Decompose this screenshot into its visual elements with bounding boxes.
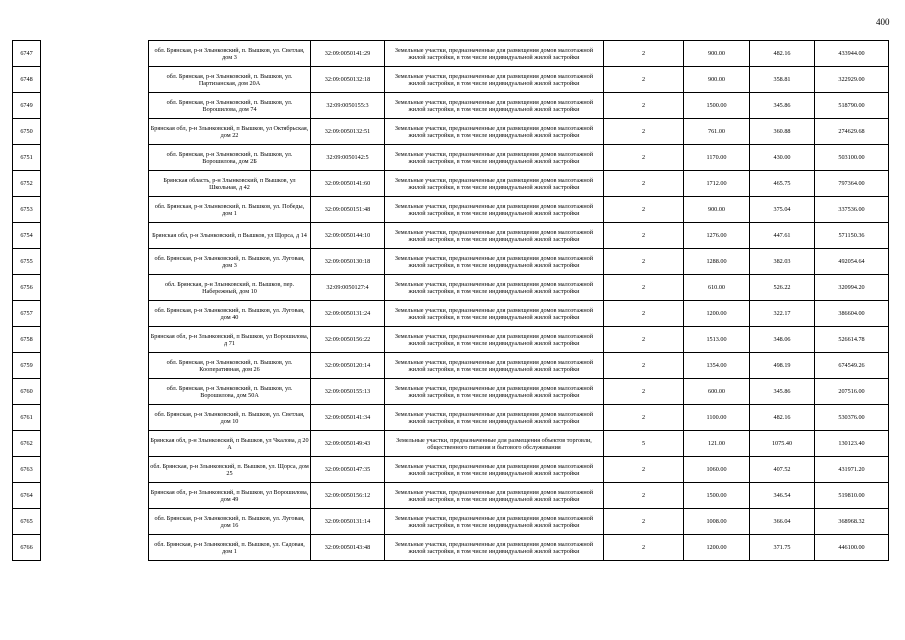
- specific-value-cell: 360.88: [750, 119, 815, 145]
- land-use-cell: Земельные участки, предназначенные для размещения домов малоэтажной жилой застройки, в том числе индивидуальной жилой застройки: [385, 171, 604, 197]
- address-cell: обл. Брянская, р-н Злынковский, п. Вышков, пер. Набережный, дом 10: [149, 275, 311, 301]
- row-number-cell: 6750: [13, 119, 41, 145]
- gap-cell: [41, 197, 149, 223]
- address-cell: обл. Брянская, р-н Злынковский, п. Вышков, ул. Партизанская, дом 20А: [149, 67, 311, 93]
- table-body: [13, 41, 889, 561]
- use-group-cell: 2: [604, 171, 684, 197]
- cadastral-value-cell: 530376.00: [815, 405, 889, 431]
- gap-cell: [41, 431, 149, 457]
- table-row: [13, 431, 889, 457]
- use-group-cell: 2: [604, 41, 684, 67]
- specific-value-cell: 322.17: [750, 301, 815, 327]
- row-number-cell: 6766: [13, 535, 41, 561]
- cadastral-value-cell: 337536.00: [815, 197, 889, 223]
- table-row: [13, 223, 889, 249]
- land-use-cell: Земельные участки, предназначенные для размещения домов малоэтажной жилой застройки, в том числе индивидуальной жилой застройки: [385, 509, 604, 535]
- address-cell: обл. Брянская, р-н Злынковский, п. Вышков, ул. Луговая, дом 3: [149, 249, 311, 275]
- use-group-cell: 2: [604, 483, 684, 509]
- land-use-cell: Земельные участки, предназначенные для размещения домов малоэтажной жилой застройки, в том числе индивидуальной жилой застройки: [385, 353, 604, 379]
- land-use-cell: Земельные участки, предназначенные для размещения домов малоэтажной жилой застройки, в том числе индивидуальной жилой застройки: [385, 119, 604, 145]
- land-use-cell: Земельные участки, предназначенные для размещения домов малоэтажной жилой застройки, в том числе индивидуальной жилой застройки: [385, 223, 604, 249]
- area-cell: 1354.00: [684, 353, 750, 379]
- row-number-cell: 6761: [13, 405, 41, 431]
- land-use-cell: Земельные участки, предназначенные для размещения домов малоэтажной жилой застройки, в том числе индивидуальной жилой застройки: [385, 93, 604, 119]
- cadastral-number-cell: 32:09:0050149:43: [311, 431, 385, 457]
- cadastral-value-cell: 368968.32: [815, 509, 889, 535]
- area-cell: 761.00: [684, 119, 750, 145]
- address-cell: обл. Брянская, р-н Злынковский, п. Вышков, ул. Ворошилова, дом 50А: [149, 379, 311, 405]
- use-group-cell: 2: [604, 197, 684, 223]
- use-group-cell: 2: [604, 327, 684, 353]
- address-cell: Брянская область, р-н Злынковский, п Вышков, ул Школьная, д 42: [149, 171, 311, 197]
- table-row: [13, 67, 889, 93]
- land-use-cell: Земельные участки, предназначенные для размещения домов малоэтажной жилой застройки, в том числе индивидуальной жилой застройки: [385, 327, 604, 353]
- land-use-cell: Земельные участки, предназначенные для размещения домов малоэтажной жилой застройки, в том числе индивидуальной жилой застройки: [385, 249, 604, 275]
- area-cell: 121.00: [684, 431, 750, 457]
- gap-cell: [41, 67, 149, 93]
- cadastral-number-cell: 32:09:0050151:48: [311, 197, 385, 223]
- specific-value-cell: 447.61: [750, 223, 815, 249]
- cadastral-value-cell: 431971.20: [815, 457, 889, 483]
- cadastral-value-cell: 571150.36: [815, 223, 889, 249]
- area-cell: 1712.00: [684, 171, 750, 197]
- use-group-cell: 2: [604, 119, 684, 145]
- gap-cell: [41, 483, 149, 509]
- use-group-cell: 5: [604, 431, 684, 457]
- cadastral-number-cell: 32:09:0050155:3: [311, 93, 385, 119]
- specific-value-cell: 371.75: [750, 535, 815, 561]
- gap-cell: [41, 93, 149, 119]
- land-registry-table: [12, 40, 889, 561]
- table-row: [13, 119, 889, 145]
- gap-cell: [41, 301, 149, 327]
- land-use-cell: Земельные участки, предназначенные для размещения домов малоэтажной жилой застройки, в том числе индивидуальной жилой застройки: [385, 197, 604, 223]
- use-group-cell: 2: [604, 405, 684, 431]
- gap-cell: [41, 535, 149, 561]
- table-row: [13, 249, 889, 275]
- land-use-cell: Земельные участки, предназначенные для размещения домов малоэтажной жилой застройки, в том числе индивидуальной жилой застройки: [385, 535, 604, 561]
- address-cell: Брянская обл, р-н Злынковский, п Вышков, ул Ворошилова, дом 49: [149, 483, 311, 509]
- row-number-cell: 6764: [13, 483, 41, 509]
- area-cell: 1060.00: [684, 457, 750, 483]
- use-group-cell: 2: [604, 535, 684, 561]
- row-number-cell: 6763: [13, 457, 41, 483]
- specific-value-cell: 346.54: [750, 483, 815, 509]
- table-row: [13, 379, 889, 405]
- table-row: [13, 327, 889, 353]
- cadastral-value-cell: 446100.00: [815, 535, 889, 561]
- area-cell: 1500.00: [684, 93, 750, 119]
- row-number-cell: 6756: [13, 275, 41, 301]
- gap-cell: [41, 223, 149, 249]
- use-group-cell: 2: [604, 275, 684, 301]
- table-row: [13, 509, 889, 535]
- gap-cell: [41, 41, 149, 67]
- land-use-cell: Земельные участки, предназначенные для размещения домов малоэтажной жилой застройки, в том числе индивидуальной жилой застройки: [385, 483, 604, 509]
- table-row: [13, 301, 889, 327]
- cadastral-value-cell: 518790.00: [815, 93, 889, 119]
- specific-value-cell: 382.03: [750, 249, 815, 275]
- land-use-cell: Земельные участки, предназначенные для размещения домов малоэтажной жилой застройки, в том числе индивидуальной жилой застройки: [385, 379, 604, 405]
- row-number-cell: 6754: [13, 223, 41, 249]
- table-row: [13, 535, 889, 561]
- address-cell: Брянская обл, р-н Злынковский, п Вышков, ул Чкалова, д 20 А: [149, 431, 311, 457]
- land-use-cell: Земельные участки, предназначенные для размещения объектов торговли, общественного питания и бытового обслуживания: [385, 431, 604, 457]
- gap-cell: [41, 457, 149, 483]
- gap-cell: [41, 171, 149, 197]
- cadastral-number-cell: 32:09:0050141:29: [311, 41, 385, 67]
- cadastral-number-cell: 32:09:0050147:35: [311, 457, 385, 483]
- row-number-cell: 6765: [13, 509, 41, 535]
- row-number-cell: 6749: [13, 93, 41, 119]
- cadastral-number-cell: 32:09:0050141:60: [311, 171, 385, 197]
- use-group-cell: 2: [604, 223, 684, 249]
- area-cell: 900.00: [684, 197, 750, 223]
- row-number-cell: 6759: [13, 353, 41, 379]
- gap-cell: [41, 353, 149, 379]
- use-group-cell: 2: [604, 93, 684, 119]
- cadastral-value-cell: 503100.00: [815, 145, 889, 171]
- table-row: [13, 275, 889, 301]
- table-row: [13, 41, 889, 67]
- land-use-cell: Земельные участки, предназначенные для размещения домов малоэтажной жилой застройки, в том числе индивидуальной жилой застройки: [385, 67, 604, 93]
- use-group-cell: 2: [604, 301, 684, 327]
- address-cell: обл. Брянская, р-н Злынковский, п. Вышков, ул. Светлая, дом 3: [149, 41, 311, 67]
- gap-cell: [41, 119, 149, 145]
- gap-cell: [41, 275, 149, 301]
- cadastral-number-cell: 32:09:0050144:10: [311, 223, 385, 249]
- area-cell: 900.00: [684, 67, 750, 93]
- cadastral-number-cell: 32:09:0050156:12: [311, 483, 385, 509]
- row-number-cell: 6752: [13, 171, 41, 197]
- area-cell: 610.00: [684, 275, 750, 301]
- specific-value-cell: 430.00: [750, 145, 815, 171]
- cadastral-number-cell: 32:09:0050131:24: [311, 301, 385, 327]
- use-group-cell: 2: [604, 249, 684, 275]
- land-use-cell: Земельные участки, предназначенные для размещения домов малоэтажной жилой застройки, в том числе индивидуальной жилой застройки: [385, 405, 604, 431]
- row-number-cell: 6762: [13, 431, 41, 457]
- area-cell: 1170.00: [684, 145, 750, 171]
- address-cell: обл. Брянская, р-н Злынковский, п. Вышков, ул. Луговая, дом 16: [149, 509, 311, 535]
- cadastral-number-cell: 32:09:0050143:48: [311, 535, 385, 561]
- cadastral-value-cell: 526614.78: [815, 327, 889, 353]
- area-cell: 1513.00: [684, 327, 750, 353]
- use-group-cell: 2: [604, 379, 684, 405]
- specific-value-cell: 465.75: [750, 171, 815, 197]
- area-cell: 1288.00: [684, 249, 750, 275]
- cadastral-number-cell: 32:09:0050155:13: [311, 379, 385, 405]
- table-row: [13, 457, 889, 483]
- specific-value-cell: 1075.40: [750, 431, 815, 457]
- cadastral-number-cell: 32:09:0050120:14: [311, 353, 385, 379]
- gap-cell: [41, 249, 149, 275]
- row-number-cell: 6758: [13, 327, 41, 353]
- area-cell: 1008.00: [684, 509, 750, 535]
- address-cell: обл. Брянская, р-н Злынковский, п. Вышков, ул. Садовая, дом 1: [149, 535, 311, 561]
- area-cell: 1200.00: [684, 535, 750, 561]
- cadastral-value-cell: 433944.00: [815, 41, 889, 67]
- table-row: [13, 171, 889, 197]
- use-group-cell: 2: [604, 353, 684, 379]
- address-cell: обл. Брянская, р-н Злынковский, п. Вышков, ул. Кооперативная, дом 26: [149, 353, 311, 379]
- cadastral-number-cell: 32:09:0050127:4: [311, 275, 385, 301]
- address-cell: Брянская обл, р-н Злынковский, п Вышков, ул Щорса, д 14: [149, 223, 311, 249]
- gap-cell: [41, 405, 149, 431]
- specific-value-cell: 498.19: [750, 353, 815, 379]
- land-use-cell: Земельные участки, предназначенные для размещения домов малоэтажной жилой застройки, в том числе индивидуальной жилой застройки: [385, 275, 604, 301]
- use-group-cell: 2: [604, 509, 684, 535]
- address-cell: обл. Брянская, р-н Злынковский, п. Вышков, ул. Щорса, дом 25: [149, 457, 311, 483]
- table-row: [13, 93, 889, 119]
- cadastral-value-cell: 320994.20: [815, 275, 889, 301]
- land-use-cell: Земельные участки, предназначенные для размещения домов малоэтажной жилой застройки, в том числе индивидуальной жилой застройки: [385, 41, 604, 67]
- specific-value-cell: 482.16: [750, 41, 815, 67]
- cadastral-value-cell: 130123.40: [815, 431, 889, 457]
- table-row: [13, 145, 889, 171]
- cadastral-number-cell: 32:09:0050132:51: [311, 119, 385, 145]
- gap-cell: [41, 379, 149, 405]
- area-cell: 900.00: [684, 41, 750, 67]
- specific-value-cell: 407.52: [750, 457, 815, 483]
- cadastral-value-cell: 519810.00: [815, 483, 889, 509]
- land-use-cell: Земельные участки, предназначенные для размещения домов малоэтажной жилой застройки, в том числе индивидуальной жилой застройки: [385, 457, 604, 483]
- cadastral-value-cell: 322929.00: [815, 67, 889, 93]
- address-cell: обл. Брянская, р-н Злынковский, п. Вышков, ул. Ворошилова, дом 74: [149, 93, 311, 119]
- page-number: 400: [876, 17, 890, 27]
- row-number-cell: 6748: [13, 67, 41, 93]
- cadastral-value-cell: 492054.64: [815, 249, 889, 275]
- specific-value-cell: 345.86: [750, 93, 815, 119]
- address-cell: обл. Брянская, р-н Злынковский, п. Вышков, ул. Победы, дом 1: [149, 197, 311, 223]
- table-row: [13, 197, 889, 223]
- cadastral-number-cell: 32:09:0050132:18: [311, 67, 385, 93]
- row-number-cell: 6753: [13, 197, 41, 223]
- cadastral-number-cell: 32:09:0050142:5: [311, 145, 385, 171]
- use-group-cell: 2: [604, 145, 684, 171]
- cadastral-value-cell: 674549.26: [815, 353, 889, 379]
- address-cell: Брянская обл, р-н Злынковский, п Вышков, ул Октябрьская, дом 22: [149, 119, 311, 145]
- row-number-cell: 6757: [13, 301, 41, 327]
- gap-cell: [41, 145, 149, 171]
- cadastral-value-cell: 797364.00: [815, 171, 889, 197]
- specific-value-cell: 375.04: [750, 197, 815, 223]
- area-cell: 600.00: [684, 379, 750, 405]
- cadastral-number-cell: 32:09:0050141:34: [311, 405, 385, 431]
- gap-cell: [41, 327, 149, 353]
- area-cell: 1500.00: [684, 483, 750, 509]
- cadastral-number-cell: 32:09:0050156:22: [311, 327, 385, 353]
- cadastral-value-cell: 386604.00: [815, 301, 889, 327]
- cadastral-number-cell: 32:09:0050131:14: [311, 509, 385, 535]
- area-cell: 1276.00: [684, 223, 750, 249]
- row-number-cell: 6755: [13, 249, 41, 275]
- cadastral-value-cell: 274629.68: [815, 119, 889, 145]
- specific-value-cell: 366.04: [750, 509, 815, 535]
- cadastral-value-cell: 207516.00: [815, 379, 889, 405]
- address-cell: обл. Брянская, р-н Злынковский, п. Вышков, ул. Ворошилова, дом 2Б: [149, 145, 311, 171]
- land-use-cell: Земельные участки, предназначенные для размещения домов малоэтажной жилой застройки, в том числе индивидуальной жилой застройки: [385, 301, 604, 327]
- row-number-cell: 6760: [13, 379, 41, 405]
- area-cell: 1200.00: [684, 301, 750, 327]
- specific-value-cell: 348.06: [750, 327, 815, 353]
- cadastral-number-cell: 32:09:0050130:18: [311, 249, 385, 275]
- address-cell: обл. Брянская, р-н Злынковский, п. Вышков, ул. Светлая, дом 10: [149, 405, 311, 431]
- land-use-cell: Земельные участки, предназначенные для размещения домов малоэтажной жилой застройки, в том числе индивидуальной жилой застройки: [385, 145, 604, 171]
- row-number-cell: 6747: [13, 41, 41, 67]
- table-row: [13, 405, 889, 431]
- use-group-cell: 2: [604, 457, 684, 483]
- address-cell: обл. Брянская, р-н Злынковский, п. Вышков, ул. Луговая, дом 40: [149, 301, 311, 327]
- specific-value-cell: 345.86: [750, 379, 815, 405]
- address-cell: Брянская обл, р-н Злынковский, п Вышков, ул Ворошилова, д 71: [149, 327, 311, 353]
- specific-value-cell: 358.81: [750, 67, 815, 93]
- area-cell: 1100.00: [684, 405, 750, 431]
- row-number-cell: 6751: [13, 145, 41, 171]
- specific-value-cell: 482.16: [750, 405, 815, 431]
- gap-cell: [41, 509, 149, 535]
- specific-value-cell: 526.22: [750, 275, 815, 301]
- table-row: [13, 483, 889, 509]
- use-group-cell: 2: [604, 67, 684, 93]
- table-row: [13, 353, 889, 379]
